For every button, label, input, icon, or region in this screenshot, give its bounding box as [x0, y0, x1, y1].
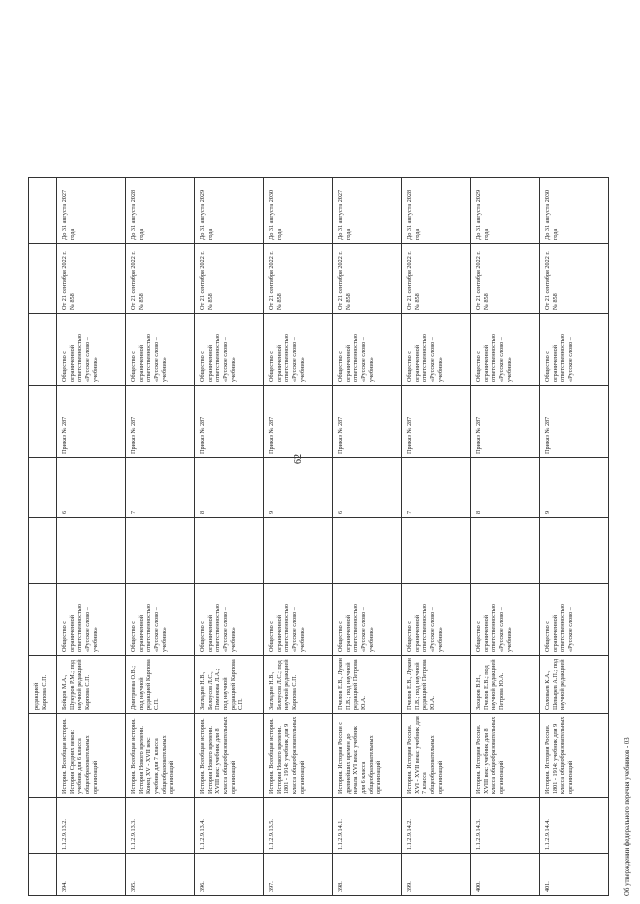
cell-deadline: До 31 августа 2028 года — [402, 178, 471, 244]
cell-deadline: До 31 августа 2027 года — [333, 178, 402, 244]
cell-organization: Общество с ограниченной ответственностью «Русское слово – учебник» — [333, 314, 402, 386]
cell-code — [29, 798, 57, 854]
cell-author: Захаров В.Н., Пчелов Е.В.; под научной редакцией Петрова Ю.А. — [471, 656, 540, 714]
cell-blank — [29, 518, 57, 584]
cell-deadline: До 31 августа 2029 года — [195, 178, 264, 244]
cell-grade — [29, 458, 57, 518]
table-row — [195, 178, 264, 896]
cell-date: От 21 сентября 2022 г. № 858 — [540, 244, 609, 314]
cell-num: 397. — [264, 854, 333, 896]
cell-code: 1.1.2.9.13.5. — [264, 798, 333, 854]
cell-deadline: До 31 августа 2030 года — [540, 178, 609, 244]
cell-code: 1.1.2.9.14.3. — [471, 798, 540, 854]
table-row — [57, 178, 126, 896]
cell-date: От 21 сентября 2022 г. № 858 — [126, 244, 195, 314]
textbook-table — [28, 177, 609, 896]
cell-blank — [540, 518, 609, 584]
cell-grade: 7 — [402, 458, 471, 518]
cell-deadline: До 31 августа 2028 года — [126, 178, 195, 244]
cell-author: Дмитриева О.В.; под научной редакцией Карпова С.П. — [126, 656, 195, 714]
table-row — [126, 178, 195, 896]
cell-publisher: Общество с ограниченной ответственностью «Русское слово – учебник» — [402, 584, 471, 656]
cell-title: История. История России с древнейших времен до начала XVI века: учебник для 6 класса общеобразовательных организаций — [333, 714, 402, 798]
cell-date: От 21 сентября 2022 г. № 858 — [402, 244, 471, 314]
cell-author: Бойцов М.А., Шукуров Р.М.; под научной редакцией Карпова С.П. — [57, 656, 126, 714]
cell-blank — [264, 518, 333, 584]
cell-organization: Общество с ограниченной ответственностью «Русское слово – учебник» — [471, 314, 540, 386]
cell-date: От 21 сентября 2022 г. № 858 — [471, 244, 540, 314]
cell-author: Загладин Н.В., Белоусов Л.С., Пименова Л.А.; под научной редакцией Карпова С.П. — [195, 656, 264, 714]
table-row — [540, 178, 609, 896]
cell-deadline — [29, 178, 57, 244]
cell-blank — [402, 518, 471, 584]
cell-title: История. История России. 1801 - 1914: учебник для 9 класса общеобразовательных организаций — [540, 714, 609, 798]
cell-title — [29, 714, 57, 798]
cell-grade: 9 — [264, 458, 333, 518]
cell-date: От 21 сентября 2022 г. № 858 — [195, 244, 264, 314]
cell-code: 1.1.2.9.14.1. — [333, 798, 402, 854]
cell-num: 394. — [57, 854, 126, 896]
cell-order — [29, 386, 57, 458]
cell-author: Загладин Н.В., Белоусов Л.С.; под научной редакцией Карпова С.П. — [264, 656, 333, 714]
cell-author: Пчелов Е.В., Лукин П.В.; под научной редакцией Петрова Ю.А. — [402, 656, 471, 714]
cell-order: Приказ № 287 — [540, 386, 609, 458]
page-number: 62 — [293, 454, 304, 464]
cell-blank — [195, 518, 264, 584]
cell-publisher: Общество с ограниченной ответственностью «Русское слово – учебник» — [195, 584, 264, 656]
cell-author: Пчелов Е.В., Лукин П.В.; под научной редакцией Петрова Ю.А. — [333, 656, 402, 714]
table-row — [402, 178, 471, 896]
cell-deadline: До 31 августа 2027 года — [57, 178, 126, 244]
cell-title: История. История России. XVI - XVII века: учебник для 7 класса общеобразовательных организаций — [402, 714, 471, 798]
cell-title: История. Всеобщая история. История Нового времени. Конец XV - XVII век: учебник для 7 класса общеобразовательных организаций — [126, 714, 195, 798]
cell-num: 396. — [195, 854, 264, 896]
cell-author: редакцией Карпова С.П. — [29, 656, 57, 714]
cell-grade: 8 — [195, 458, 264, 518]
cell-organization: Общество с ограниченной ответственностью «Русское слово – учебник» — [57, 314, 126, 386]
table-row — [333, 178, 402, 896]
cell-num: 400. — [471, 854, 540, 896]
cell-title: История. Всеобщая история. История Средних веков: учебник для 6 класса общеобразовательных организаций — [57, 714, 126, 798]
cell-grade: 9 — [540, 458, 609, 518]
cell-code: 1.1.2.9.13.3. — [126, 798, 195, 854]
cell-num: 398. — [333, 854, 402, 896]
cell-publisher: Общество с ограниченной ответственностью «Русское слово – учебник» — [264, 584, 333, 656]
cell-publisher: Общество с ограниченной ответственностью «Русское слово – — [540, 584, 609, 656]
cell-organization: Общество с ограниченной ответственностью «Русское слово – — [540, 314, 609, 386]
cell-publisher — [29, 584, 57, 656]
cell-num — [29, 854, 57, 896]
cell-num: 401. — [540, 854, 609, 896]
cell-deadline: До 31 августа 2029 года — [471, 178, 540, 244]
cell-organization: Общество с ограниченной ответственностью «Русское слово – учебник» — [264, 314, 333, 386]
continuation-row — [29, 178, 57, 896]
cell-author: Соловьев К.А., Шевырев А.П.; под научной редакцией — [540, 656, 609, 714]
cell-date: От 21 сентября 2022 г. № 858 — [333, 244, 402, 314]
cell-organization: Общество с ограниченной ответственностью «Русское слово – учебник» — [402, 314, 471, 386]
cell-blank — [57, 518, 126, 584]
page-footer: Об утверждении федерального перечня учебников - 03 — [624, 737, 631, 896]
cell-grade: 6 — [57, 458, 126, 518]
cell-title: История. История России. XVIII век: учебник для 8 класса общеобразовательных организаций — [471, 714, 540, 798]
cell-publisher: Общество с ограниченной ответственностью «Русское слово – учебник» — [333, 584, 402, 656]
cell-publisher: Общество с ограниченной ответственностью «Русское слово – учебник» — [471, 584, 540, 656]
cell-code: 1.1.2.9.13.4. — [195, 798, 264, 854]
cell-order: Приказ № 287 — [471, 386, 540, 458]
cell-organization: Общество с ограниченной ответственностью «Русское слово – учебник» — [126, 314, 195, 386]
cell-publisher: Общество с ограниченной ответственностью «Русское слово – учебник» — [57, 584, 126, 656]
cell-date: От 21 сентября 2022 г. № 858 — [264, 244, 333, 314]
cell-grade: 7 — [126, 458, 195, 518]
table-row — [264, 178, 333, 896]
cell-title: История. Всеобщая история. История Нового времени. 1801 - 1914: учебник для 9 класса общеобразовательных организаций — [264, 714, 333, 798]
cell-order: Приказ № 287 — [402, 386, 471, 458]
cell-code: 1.1.2.9.14.2. — [402, 798, 471, 854]
table-row — [471, 178, 540, 896]
cell-grade: 8 — [471, 458, 540, 518]
cell-title: История. Всеобщая история. История Нового времени. XVIII век: учебник для 8 класса общеобразовательных организаций — [195, 714, 264, 798]
cell-date: От 21 сентября 2022 г. № 858 — [57, 244, 126, 314]
cell-order: Приказ № 287 — [126, 386, 195, 458]
cell-code: 1.1.2.9.14.4. — [540, 798, 609, 854]
cell-grade: 6 — [333, 458, 402, 518]
cell-date — [29, 244, 57, 314]
cell-order: Приказ № 287 — [57, 386, 126, 458]
cell-num: 395. — [126, 854, 195, 896]
cell-organization — [29, 314, 57, 386]
cell-order: Приказ № 287 — [195, 386, 264, 458]
cell-publisher: Общество с ограниченной ответственностью «Русское слово – учебник» — [126, 584, 195, 656]
cell-deadline: До 31 августа 2030 года — [264, 178, 333, 244]
cell-blank — [333, 518, 402, 584]
cell-num: 399. — [402, 854, 471, 896]
cell-blank — [471, 518, 540, 584]
cell-order: Приказ № 287 — [264, 386, 333, 458]
cell-organization: Общество с ограниченной ответственностью «Русское слово – учебник» — [195, 314, 264, 386]
cell-order: Приказ № 287 — [333, 386, 402, 458]
cell-code: 1.1.2.9.13.2. — [57, 798, 126, 854]
cell-blank — [126, 518, 195, 584]
